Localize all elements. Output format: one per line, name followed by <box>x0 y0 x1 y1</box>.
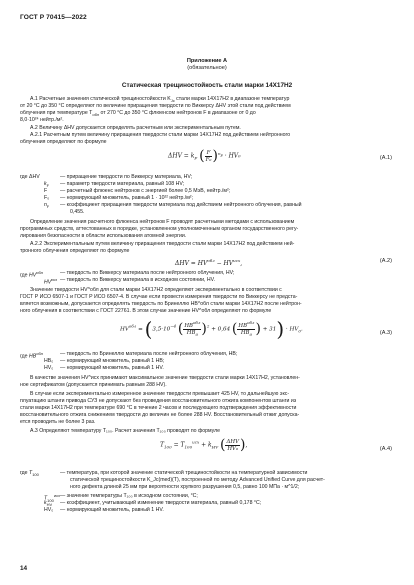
paragraph-hv-line3: вляется возможным, допускается определять твердость по Бринеллю HB^обл стали марки 14Х17Н2 после нейтрон- <box>20 301 302 307</box>
def-sym: $n_F$ <box>44 202 50 210</box>
def-text: — температура, при которой значение статической трещиностойкости на температурной зависимости <box>60 470 308 476</box>
def-sym: $HV^{исх}$ <box>44 277 58 286</box>
equation-a1: $\Delta HV = k_F$ ( $\frac{F}{\text{F₀}}$ )$^{n_F}$ · HV₀ <box>168 148 241 164</box>
def-text: — нормирующий множитель, равный 1 HV. <box>60 365 164 371</box>
paragraph-a1-line4: 8,0·10²⁴ нейтр./м². <box>20 117 64 123</box>
paragraph-a3: А.3 Определяют температуру T₁₀₀. Расчет значения T₁₀₀ проводят по формуле <box>30 428 221 434</box>
def-sym: F <box>44 188 48 194</box>
equation-a2: $\Delta HV = HV^{обл} - HV^{исх}$, <box>175 258 243 267</box>
equation-a2-number: (А.2) <box>379 258 392 264</box>
def-text: — нормирующий множитель, равный 1 · 10²² нейтр./м²; <box>60 195 193 201</box>
paragraph-a1-line3: облучения при температуре $Т_{обл}$ от 270 °С до 350 °С флюенсом нейтронов F в диапазоне от 0 до <box>20 110 256 118</box>
def-text: 0,455. <box>70 209 85 215</box>
paragraph-fluence-line1: Определение значения расчетного флюенса нейтронов F проводят расчетными методами с использованием <box>30 219 295 225</box>
paragraph-hv-line1: Значение твердости HV^обл для стали марки 14Х17Н2 определяют экспериментально в соответствии с <box>30 287 282 293</box>
equation-a1-number: (А.1) <box>379 155 392 161</box>
def-text: — параметр твердости материала, равный 108 HV; <box>60 181 185 187</box>
def-sym: HV₀ <box>44 507 54 513</box>
def-text: — коэффициент, учитывающий изменение твердости материала, равный 0,178 °С; <box>60 500 262 506</box>
def-text: — нормирующий множитель, равный 1 HB; <box>60 358 165 364</box>
paragraph-a1-line2: от 20 °С до 350 °С определяют по величине приращения твердости по Виккерсу ΔHV этой стали под действием <box>20 103 291 109</box>
appendix-title: Статическая трещиностойкость стали марки 14Х17Н2 <box>121 82 293 89</box>
paragraph-warning-line4: восстановительного отжига снижением твердости до величин не более 288 HV. Восстановительный отжиг допуска- <box>20 412 300 418</box>
paragraph-warning-line3: стали марки 14Х17Н2 при температуре 690 °С в течение 2 часов и последующего подтверждения эффективности <box>20 405 297 411</box>
paragraph-a1-line1: А.1 Расчетные значения статической трещиностойкости $K_{Jc}$ стали марки 14Х17Н2 в диапазоне температур <box>30 96 290 104</box>
paragraph-hvisx-line1: В качестве значения HV^исх принимают максимальное значение твердости стали марки 14Х17Н2, установлен- <box>30 375 300 381</box>
def-sym: где $T_{100}$ <box>20 470 39 478</box>
def-text: статической трещиностойкости K_Jc(med)(T), построенной по методу Advanced Unified Curve для расчет- <box>70 477 325 483</box>
def-text: — твердость по Виккерсу материала в исходном состоянии, HV. <box>60 277 216 283</box>
def-sym: F₀ <box>44 195 50 201</box>
equation-a3: $HV^{обл} = (3,5\cdot 10^{-4}$ ( $\frac{HB^{обл}}{HB_0}$ )$^2$ + 0,64 ( $\frac{HB^{обл}}{HB_0}$ ) + $31) \cdot HV_0$. <box>120 316 303 341</box>
def-sym: где $HV^{обл}$ <box>20 270 43 279</box>
equation-a4: $T_{100} = T_{100}^{исх} + k_{HV}$ ( $\frac{\text{ΔHV}}{\text{HV₀}}$ ), <box>160 437 248 453</box>
paragraph-hv-line4: ного облучения в соответствии с ГОСТ 22761. В этом случае значение HV^обл определяют по формуле <box>20 308 272 314</box>
def-sym: $T_{100}^{исх}$ <box>44 493 61 503</box>
def-sym: HB₀ <box>44 358 54 364</box>
paragraph-warning-line2: плуатацию штанги привода СУЗ не допускают без проведения восстановительного отжига компонентов штанги из <box>20 398 297 404</box>
def-text: — твердость по Виккерсу материала после нейтронного облучения, HV; <box>60 270 235 276</box>
paragraph-a22-line2: тронного облучения определяют по формуле <box>20 248 130 254</box>
def-sym: $k_F$ <box>44 181 50 189</box>
standard-header: ГОСТ Р 70415—2022 <box>20 14 87 21</box>
def-text: — нормирующий множитель, равный 1 HV. <box>60 507 164 513</box>
equation-a4-number: (А.4) <box>379 446 392 452</box>
page-number: 14 <box>20 565 28 572</box>
paragraph-a2: А.2 Величину ΔHV допускается определять расчетным или экспериментальным путем. <box>30 125 241 131</box>
def-text: ного дефекта длиной 25 мм при вероятности хрупкого разрушения 0,5, равно 100 МПа · м^1/2; <box>70 484 300 490</box>
def-sym: где $HB^{обл}$ <box>20 351 43 360</box>
paragraph-warning-line1: В случае если экспериментально измеренное значение твердости превышает 425 HV, то дальнейшую экс- <box>30 391 290 397</box>
def-text: — приращение твердости по Виккерсу материала, HV; <box>60 174 193 180</box>
paragraph-a21-line1: А.2.1 Расчетным путем величину приращения твердости стали марки 14Х17Н2 под действием нейтронного <box>30 132 291 138</box>
paragraph-hv-line2: ГОСТ Р ИСО 6507-1 и ГОСТ Р ИСО 6507-4. В случае если провести измерения твердости по Виккерсу не предста- <box>20 294 298 300</box>
paragraph-hvisx-line2: ное сертификатом (допускается принимать равным 288 HV). <box>20 382 167 388</box>
paragraph-a21-line2: облучения определяют по формуле <box>20 139 107 145</box>
def-sym: где ΔHV <box>20 174 40 180</box>
def-text: — значение температуры T₁₀₀ в исходном состоянии, °С; <box>60 493 198 499</box>
appendix-status: (обязательное) <box>187 65 227 71</box>
equation-a3-number: (А.3) <box>379 330 392 336</box>
appendix-label: Приложение А <box>186 58 228 64</box>
def-text: — расчетный флюенс нейтронов с энергией более 0,5 МэВ, нейтр./м²; <box>60 188 231 194</box>
paragraph-fluence-line2: программных средств, аттестованных в порядке, установленном уполномоченным органом государственного регу- <box>20 226 299 232</box>
def-sym: HV₀ <box>44 365 54 371</box>
paragraph-warning-line5: ется проводить не более 3 раз. <box>20 419 96 425</box>
def-text: — твердость по Бринеллю материала после нейтронного облучения, HB; <box>60 351 238 357</box>
def-sym: $k_{HV}$ <box>44 500 53 508</box>
paragraph-a22-line1: А.2.2 Экспериментальным путем величину приращения твердости стали марки 14Х17Н2 под действием ней- <box>30 241 295 247</box>
paragraph-fluence-line3: лирования безопасности в области использования атомной энергии. <box>20 233 187 239</box>
def-text: — коэффициент приращения твердости материала под действием нейтронного облучения, равный <box>60 202 302 208</box>
